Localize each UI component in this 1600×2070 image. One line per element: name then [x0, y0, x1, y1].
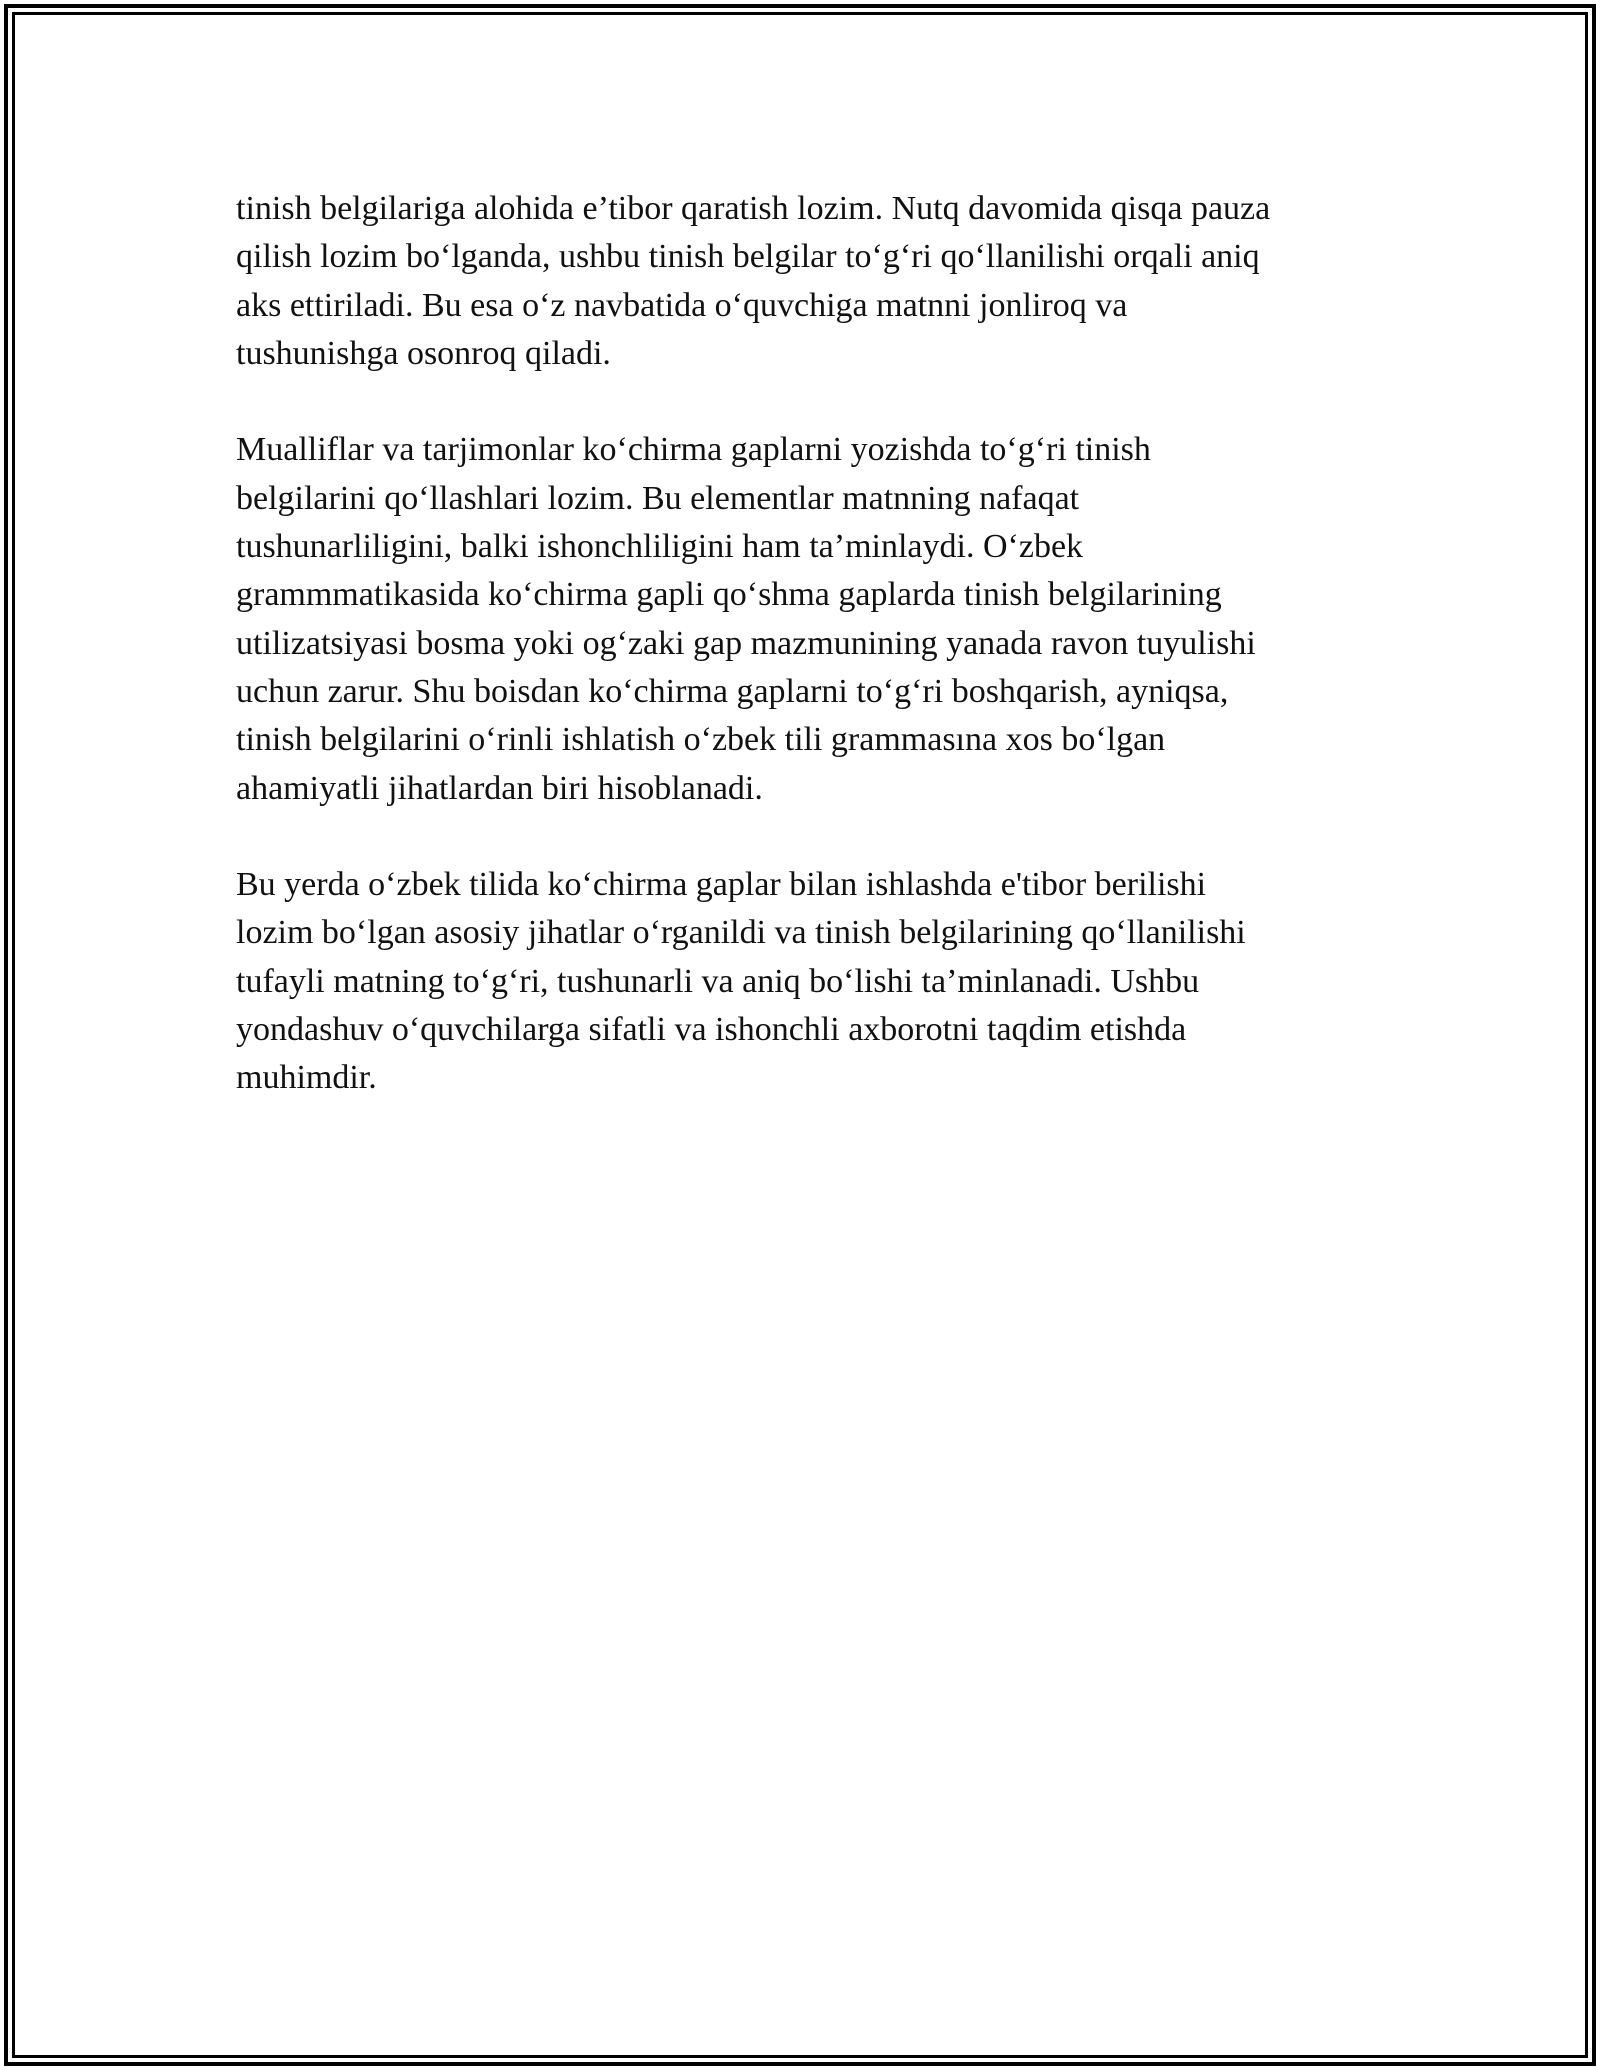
paragraph-3: Bu yerda o‘zbek tilida ko‘chirma gaplar bilan ishlashda e'tibor berilishi lozim bo‘lgan asosiy jihatlar o‘rganildi va tinish belgilarining qo‘llanilishi tufayli matning to‘g‘ri, tushunarli va aniq bo‘lishi ta’minlanadi. Ushbu yondashuv o‘quvchilarga sifatli va ishonchli axborotni taqdim etishda muhimdir.: [236, 866, 1246, 1097]
paragraph-1: tinish belgilariga alohida e’tibor qaratish lozim. Nutq davomida qisqa pauza qilish lozim bo‘lganda, ushbu tinish belgilar to‘g‘ri qo‘llanilishi orqali aniq aks ettiriladi. Bu esa o‘z navbatida o‘quvchiga matnni jonliroq va tushunishga osonroq qiladi.: [236, 190, 1271, 372]
document-body: [236, 185, 1366, 1151]
paragraph-2: Mualliflar va tarjimonlar ko‘chirma gaplarni yozishda to‘g‘ri tinish belgilarini qo‘llashlari lozim. Bu elementlar matnning nafaqat tushunarliligini, balki ishonchliligini ham ta’minlaydi. O‘zbek grammmatikasida ko‘chirma gapli qo‘shma gaplarda tinish belgilarining utilizatsiyasi bosma yoki og‘zaki gap mazmunining yanada ravon tuyulishi uchun zarur. Shu boisdan ko‘chirma gaplarni to‘g‘ri boshqarish, ayniqsa, tinish belgilarini o‘rinli ishlatish o‘zbek tili grammasına xos bo‘lgan ahamiyatli jihatlardan biri hisoblanadi.: [236, 431, 1256, 807]
